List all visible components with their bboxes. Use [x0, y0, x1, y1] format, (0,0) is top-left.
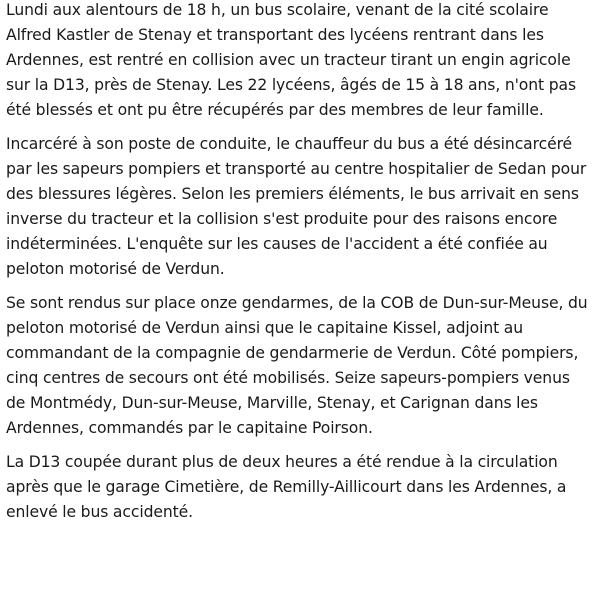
article-paragraph-4: La D13 coupée durant plus de deux heures a été rendue à la circulation après que le garage Cimetière, de Remilly-Aillicourt dans les Ardennes, a enlevé le bus accidenté.: [6, 453, 567, 521]
article-paragraph-2: Incarcéré à son poste de conduite, le chauffeur du bus a été désincarcéré par les sapeurs pompiers et transporté au centre hospitalier de Sedan pour des blessures légères. Selon les premiers éléments, le bus arrivait en sens inverse du tracteur et la collision s'est produite pour des raisons encore indéterminées. L'enquête sur les causes de l'accident a été confiée au peloton motorisé de Verdun.: [6, 135, 587, 278]
article-body: [6, 0, 590, 534]
article-paragraph-1: Lundi aux alentours de 18 h, un bus scolaire, venant de la cité scolaire Alfred Kastler de Stenay et transportant des lycéens rentrant dans les Ardennes, est rentré en collision avec un tracteur tirant un engin agricole sur la D13, près de Stenay. Les 22 lycéens, âgés de 15 à 18 ans, n'ont pas été blessés et ont pu être récupérés par des membres de leur famille.: [6, 1, 576, 119]
article-paragraph-3: Se sont rendus sur place onze gendarmes, de la COB de Dun-sur-Meuse, du peloton motorisé de Verdun ainsi que le capitaine Kissel, adjoint au commandant de la compagnie de gendarmerie de Verdun. Côté pompiers, cinq centres de secours ont été mobilisés. Seize sapeurs-pompiers venus de Montmédy, Dun-sur-Meuse, Marville, Stenay, et Carignan dans les Ardennes, commandés par le capitaine Poirson.: [6, 294, 588, 437]
